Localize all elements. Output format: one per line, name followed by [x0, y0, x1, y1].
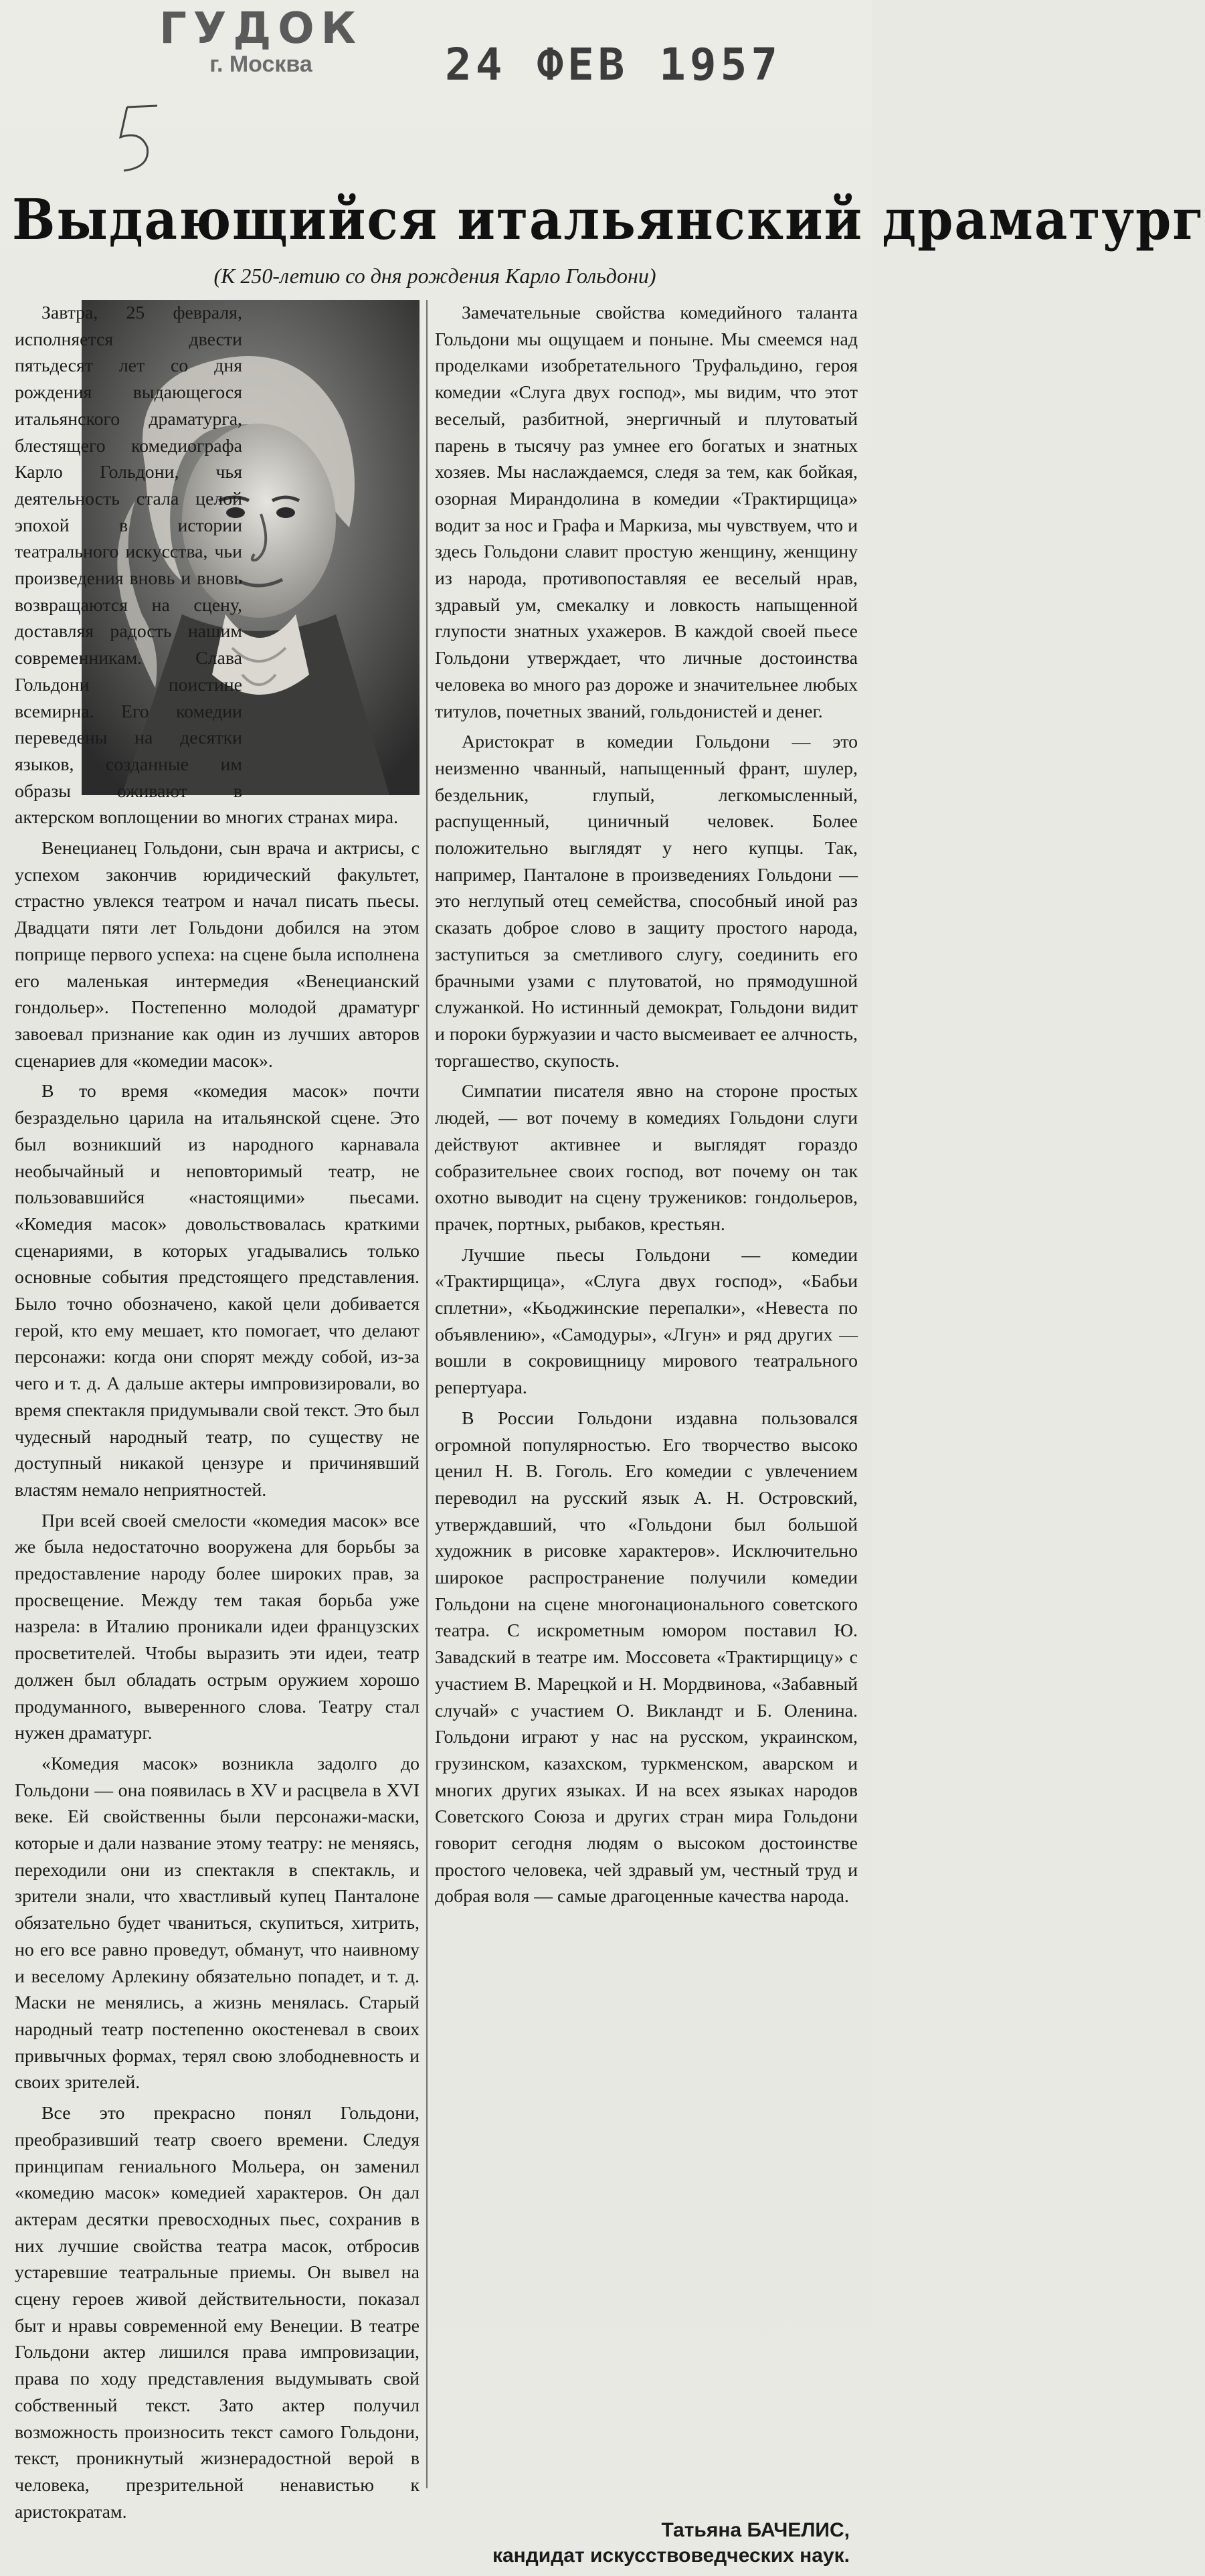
headline: Выдающийся итальянский драматург [12, 187, 1205, 252]
left-paragraph-2: Венецианец Гольдони, сын врача и актрисы, с успехом закончив юридический факультет, страстно увлекся театром и начал писать пьесы. Двадцати пяти лет Гольдони добился на этом поприще первого успеха: на сцене была исполнена его маленькая интермедия «Венецианский гондольер». Постепенно молодой драматург завоевал признание как один из лучших авторов сценариев для «комедии масок». [15, 838, 420, 1071]
left-paragraph-4: При всей своей смелости «комедия масок» все же была недостаточно вооружена для борьбы за предоставление народу более широких прав, за просвещение. Между тем такая борьба уже назрела: в Италию проникали идеи французских просветителей. Чтобы выразить эти идеи, театр должен был обладать острым оружием хорошо продуманного, выверенного слова. Театру стал нужен драматург. [15, 1510, 420, 1744]
date-stamp: 24 ФЕВ 1957 [445, 39, 782, 90]
left-paragraph-6: Все это прекрасно понял Гольдони, преобразивший театр своего времени. Следуя принципам гениального Мольера, он заменил «комедию масок» комедией характеров. Он дал актерам десятки превосходных пьес, сохранив в них лучшие свойства театра масок, отбросив устаревшие театральные приемы. Он вывел на сцену героев живой действительности, показал быт и нравы современной ему Венеции. В театре Гольдони актер лишился права импровизации, права по ходу представления выдумывать свой собственный текст. Зато актер получил возможность произносить текст самого Гольдони, текст, проникнутый жизнерадостной верой в человека, презрительной ненавистью к аристократам. [15, 2103, 420, 2522]
subheadline: (К 250-летию со дня рождения Карло Гольдони) [213, 264, 656, 288]
author-name: Татьяна БАЧЕЛИС, [661, 2519, 850, 2541]
left-column [15, 300, 420, 2525]
masthead [134, 4, 388, 78]
column-divider [426, 300, 428, 2488]
portrait-wrap [249, 300, 420, 795]
right-paragraph-1: Замечательные свойства комедийного таланта Гольдони мы ощущаем и поныне. Мы смеемся над проделками изобретательного Труфальдино, героя комедии «Слуга двух господ», мы видим, что этот веселый, разбитной, энергичный и плутоватый парень в тысячу раз умнее его богатых и знатных хозяев. Мы наслаждаемся, следя за тем, как бойкая, озорная Мирандолина в комедии «Трактирщица» водит за нос и Графа и Маркиза, мы чувствуем, что и здесь Гольдони славит простую женщину, женщину из народа, противопоставляя ее веселый нрав, здравый ум, смекалку и ловкость напыщенной глупости знатных ухажеров. В каждой своей пьесе Гольдони утверждает, что личные достоинства человека во много раз дороже и значительнее любых титулов, почетных званий, гольдонистей и денег. [435, 303, 858, 722]
left-paragraph-5: «Комедия масок» возникла задолго до Гольдони — она появилась в XV и расцвела в XVI веке. Ей свойственны были персонажи-маски, которые и дали название этому театру: не меняясь, переходили они из спектакля в спектакль, и зрители знали, что хвастливый купец Панталоне обязательно будет чваниться, скупиться, хитрить, но его все равно проведут, обманут, что наивному и веселому Арлекину обязательно попадет, и т. д. Маски не менялись, а жизнь менялась. Старый народный театр постепенно окостеневал в своих привычных формах, терял свою злободневность и своих зрителей. [15, 1753, 420, 2093]
right-paragraph-4: Лучшие пьесы Гольдони — комедии «Трактирщица», «Слуга двух господ», «Бабьи сплетни», «Кьоджинские перепалки», «Невеста по объявлению», «Самодуры», «Лгун» и ряд других — вошли в сокровищницу мирового театрального репертуара. [435, 1244, 858, 1399]
right-paragraph-5: В России Гольдони издавна пользовался огромной популярностью. Его творчество высоко ценил Н. В. Гоголь. Его комедии с увлечением переводил на русский язык А. Н. Островский, утверждавший, что «Гольдони был большой художник в рисовке характеров». Исключительно широкое распространение получили комедии Гольдони на сцене многонационального советского театра. С искрометным юмором поставил Ю. Завадский в театре им. Моссовета «Трактирщицу» с участием В. Марецкой и Н. Мордвинова, «Забавный случай» с участием О. Викландт и Б. Оленина. Гольдони играют у нас на русском, украинском, грузинском, казахском, туркменском, аварском и многих других языках. И на всех языках народов Советского Союза и других стран мира Гольдони говорит сегодня людям о высоком достоинстве простого человека, чей здравый ум, честный труд и добрая воля — самые драгоценные качества народа. [435, 1407, 858, 1907]
newspaper-city: г. Москва [209, 52, 312, 77]
author-signature [468, 2518, 850, 2569]
left-paragraph-3: В то время «комедия масок» почти безраздельно царила на итальянской сцене. Это был возникший из народного карнавала необычайный и неповторимый театр, не пользовавшийся «настоящими» пьесами. «Комедия масок» довольствовалась краткими сценариями, в которых угадывались только основные события предстоящего представления. Было точно обозначено, какой цели добивается герой, кто ему мешает, кто помогает, что делают персонажи: когда они спорят между собой, из-за чего и т. д. А дальше актеры импровизировали, во время спектакля придумывали свой текст. Это был чудесный народный театр, по существу не доступный никакой цензуре и причинявший властям немало неприятностей. [15, 1081, 420, 1500]
newspaper-name: ГУДОК [159, 4, 363, 54]
right-paragraph-3: Симпатии писателя явно на стороне простых людей, — вот почему в комедиях Гольдони слуги действуют активнее и выглядят гораздо собразительнее своих господ, вот почему он так охотно выводит на сцену тружеников: гондольеров, прачек, портных, рыбаков, крестьян. [435, 1081, 858, 1235]
author-title: кандидат искусствоведческих наук. [492, 2545, 850, 2567]
right-column [435, 300, 858, 1910]
pencil-note-mark [100, 100, 187, 181]
right-paragraph-2: Аристократ в комедии Гольдони — это неизменно чванный, напыщенный франт, шулер, бездельник, глупый, легкомысленный, распущенный, циничный человек. Более положительно выглядят у него купцы. Так, например, Панталоне в произведениях Гольдони — это неглупый отец семейства, способный иной раз сказать доброе слово в защиту простого народа, заступиться за сметливого слугу, соединить его брачными узами с плутоватой, но прямодушной служанкой. Но истинный демократ, Гольдони видит и пороки буржуазии и часто высмеивает ее алчность, торгашество, скупость. [435, 732, 858, 1071]
left-paragraph-1: Завтра, 25 февраля, исполняется двести пятьдесят лет со дня рождения выдающегося итальянского драматурга, блестящего комедиографа Карло Гольдони, чья деятельность стала целой эпохой в истории театрального искусства, чьи произведения вновь и вновь возвращаются на сцену, доставляя радость нашим современникам. Слава Гольдони поистине всемирна. Его комедии переведены на десятки языков, созданные им образы оживают в актерском воплощении во многих странах мира. [15, 303, 399, 829]
